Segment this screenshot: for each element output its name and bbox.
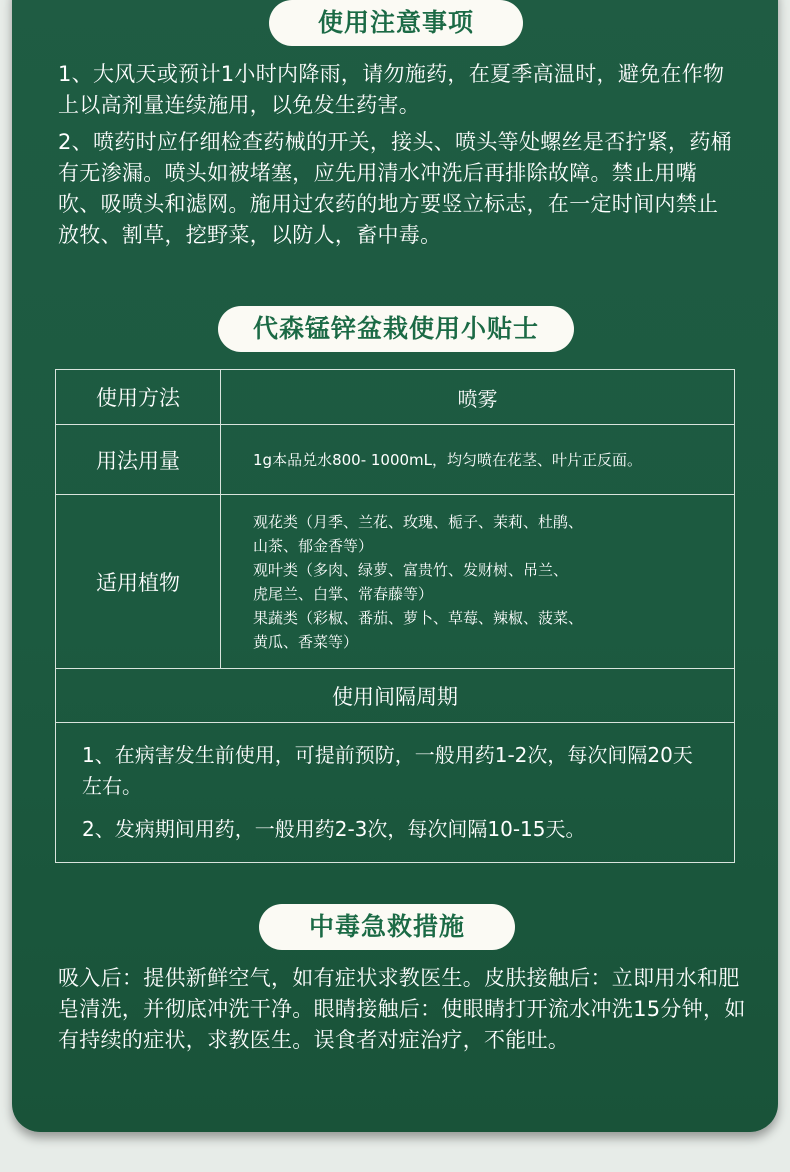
interval-item-2: 2、发病期间用药，一般用药2-3次，每次间隔10-15天。	[82, 817, 586, 841]
plants-line: 果蔬类（彩椒、番茄、萝卜、草莓、辣椒、菠菜、	[253, 608, 584, 627]
notice-item-2: 2、喷药时应仔细检查药械的开关，接头、喷头等处螺丝是否拧紧，药桶有无渗漏。喷头如被堵塞，应先用清水冲洗后再排除故障。禁止用嘴吹、吸喷头和滤网。施用过农药的地方要竖立标志，在一定时间内禁止放牧、割草，挖野菜，以防人，畜中毒。	[58, 130, 732, 247]
table-row	[56, 723, 735, 863]
table-row	[56, 669, 735, 723]
plants-line: 观花类（月季、兰花、玫瑰、栀子、茉莉、杜鹃、	[253, 512, 584, 531]
interval-item-1: 1、在病害发生前使用，可提前预防，一般用药1-2次，每次间隔20天左右。	[82, 743, 693, 798]
plants-line: 观叶类（多肉、绿萝、富贵竹、发财树、吊兰、	[253, 560, 569, 579]
interval-header: 使用间隔周期	[56, 669, 735, 723]
plants-line: 虎尾兰、白掌、常春藤等）	[253, 584, 434, 603]
notice-item-1: 1、大风天或预计1小时内降雨，请勿施药，在夏季高温时，避免在作物上以高剂量连续施用，以免发生药害。	[58, 62, 725, 117]
interval-cell	[56, 723, 735, 863]
method-value: 喷雾	[221, 370, 735, 425]
notice-title: 使用注意事项	[269, 0, 523, 46]
plants-label: 适用植物	[56, 495, 221, 669]
dosage-label: 用法用量	[56, 425, 221, 495]
table-row	[56, 425, 735, 495]
plants-value	[221, 495, 735, 669]
table-row	[56, 495, 735, 669]
plants-line: 黄瓜、香菜等）	[253, 632, 359, 651]
method-label: 使用方法	[56, 370, 221, 425]
plants-line: 山茶、郁金香等）	[253, 536, 374, 555]
dosage-value: 1g本品兑水800- 1000mL，均匀喷在花茎、叶片正反面。	[221, 425, 735, 495]
firstaid-text: 吸入后：提供新鲜空气，如有症状求教医生。皮肤接触后：立即用水和肥皂清洗，并彻底冲洗干净。眼睛接触后：使眼睛打开流水冲洗15分钟，如有持续的症状，求教医生。误食者对症治疗，不能吐。	[58, 966, 746, 1052]
tips-table	[55, 369, 735, 863]
tips-title: 代森锰锌盆栽使用小贴士	[218, 306, 574, 352]
firstaid-title: 中毒急救措施	[259, 904, 515, 950]
table-row	[56, 370, 735, 425]
